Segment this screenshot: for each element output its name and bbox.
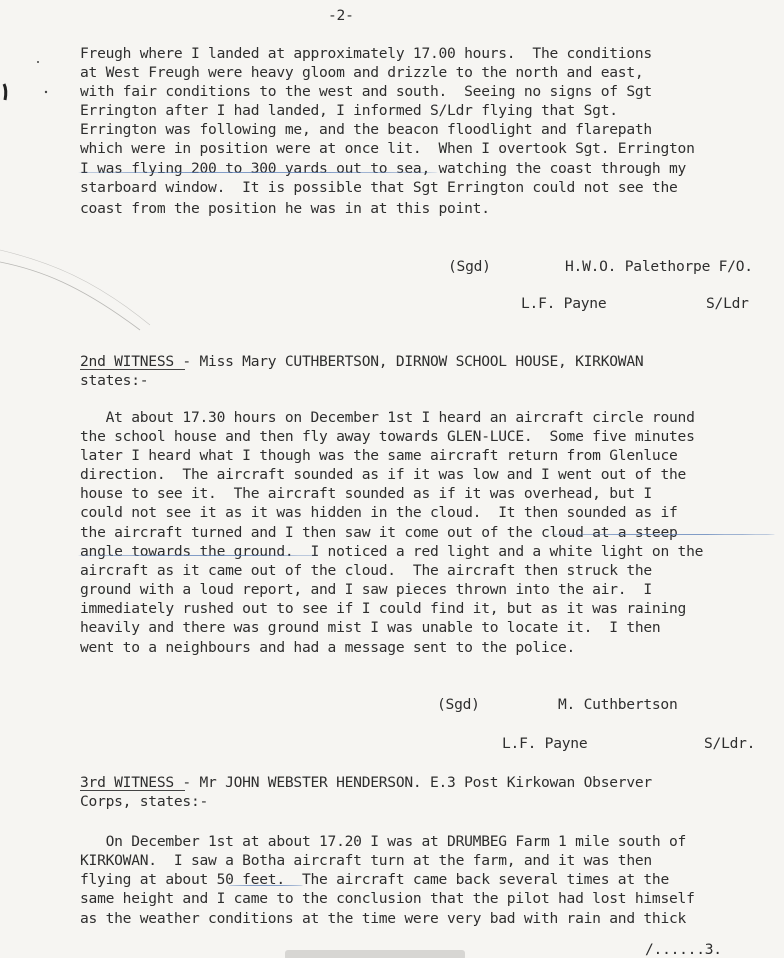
signature-name: H.W.O. Palethorpe F/O.: [565, 258, 753, 275]
witness-heading: 3rd WITNESS - Mr JOHN WEBSTER HENDERSON. E.3 Post Kirkowan Observer: [80, 774, 652, 791]
paragraph-line: I was flying 200 to 300 yards out to sea, watching the coast through my: [80, 160, 687, 177]
witness-rank: S/Ldr.: [704, 735, 756, 752]
paragraph-line: ground with a loud report, and I saw pieces thrown into the air. I: [80, 581, 652, 598]
blue-pen-underline: [78, 555, 318, 556]
witness-name: L.F. Payne: [521, 295, 607, 312]
heading-underline: [80, 369, 185, 370]
witness-heading-cont: Corps, states:-: [80, 793, 209, 810]
paragraph-line: as the weather conditions at the time were very bad with rain and thick: [80, 910, 687, 927]
signature-name: M. Cuthbertson: [558, 696, 678, 713]
paragraph-line: with fair conditions to the west and south. Seeing no signs of Sgt: [80, 83, 652, 100]
paragraph-line: aircraft as it came out of the cloud. The aircraft then struck the: [80, 562, 652, 579]
paragraph-line: angle towards the ground. I noticed a red light and a white light on the: [80, 543, 704, 560]
paragraph-line: later I heard what I though was the same aircraft return from Glenluce: [80, 447, 678, 464]
paragraph-line: went to a neighbours and had a message sent to the police.: [80, 639, 576, 656]
signature-sgd: (Sgd): [448, 258, 491, 275]
paragraph-line: could not see it as it was hidden in the cloud. It then sounded as if: [80, 504, 678, 521]
viewer-bottom-tab: [285, 950, 465, 958]
paragraph-line: at West Freugh were heavy gloom and drizzle to the north and east,: [80, 64, 644, 81]
heading-underline: [80, 790, 185, 791]
paragraph-line: At about 17.30 hours on December 1st I heard an aircraft circle round: [80, 409, 695, 426]
paragraph-line: which were in position were at once lit. When I overtook Sgt. Errington: [80, 140, 695, 157]
blue-pen-underline: [550, 534, 775, 535]
signature-sgd: (Sgd): [437, 696, 480, 713]
paragraph-line: house to see it. The aircraft sounded as if it was overhead, but I: [80, 485, 652, 502]
paragraph-line: same height and I came to the conclusion that the pilot had lost himself: [80, 890, 695, 907]
paragraph-line: the school house and then fly away towards GLEN-LUCE. Some five minutes: [80, 428, 695, 445]
page-number: -2-: [328, 7, 354, 24]
paragraph-line: starboard window. It is possible that Sgt Errington could not see the: [80, 179, 678, 196]
continuation-marker: /......3.: [645, 941, 722, 958]
paragraph-line: Freugh where I landed at approximately 17.00 hours. The conditions: [80, 45, 652, 62]
paragraph-line: KIRKOWAN. I saw a Botha aircraft turn at the farm, and it was then: [80, 852, 652, 869]
paragraph-line: Errington after I had landed, I informed S/Ldr flying that Sgt.: [80, 102, 618, 119]
paragraph-line: coast from the position he was in at this point.: [80, 200, 490, 217]
blue-pen-underline: [228, 885, 303, 886]
paragraph-line: Errington was following me, and the beacon floodlight and flarepath: [80, 121, 652, 138]
paragraph-line: On December 1st at about 17.20 I was at DRUMBEG Farm 1 mile south of: [80, 833, 687, 850]
witness-heading-cont: states:-: [80, 372, 149, 389]
paragraph-line: the aircraft turned and I then saw it come out of the cloud at a steep: [80, 524, 678, 541]
paragraph-line: direction. The aircraft sounded as if it was low and I went out of the: [80, 466, 687, 483]
witness-rank: S/Ldr: [706, 295, 749, 312]
witness-name: L.F. Payne: [502, 735, 588, 752]
witness-heading: 2nd WITNESS - Miss Mary CUTHBERTSON, DIRNOW SCHOOL HOUSE, KIRKOWAN: [80, 353, 644, 370]
paragraph-line: heavily and there was ground mist I was unable to locate it. I then: [80, 619, 661, 636]
blue-pen-underline: [78, 172, 438, 173]
paragraph-line: immediately rushed out to see if I could find it, but as it was raining: [80, 600, 687, 617]
paragraph-line: flying at about 50 feet. The aircraft came back several times at the: [80, 871, 669, 888]
